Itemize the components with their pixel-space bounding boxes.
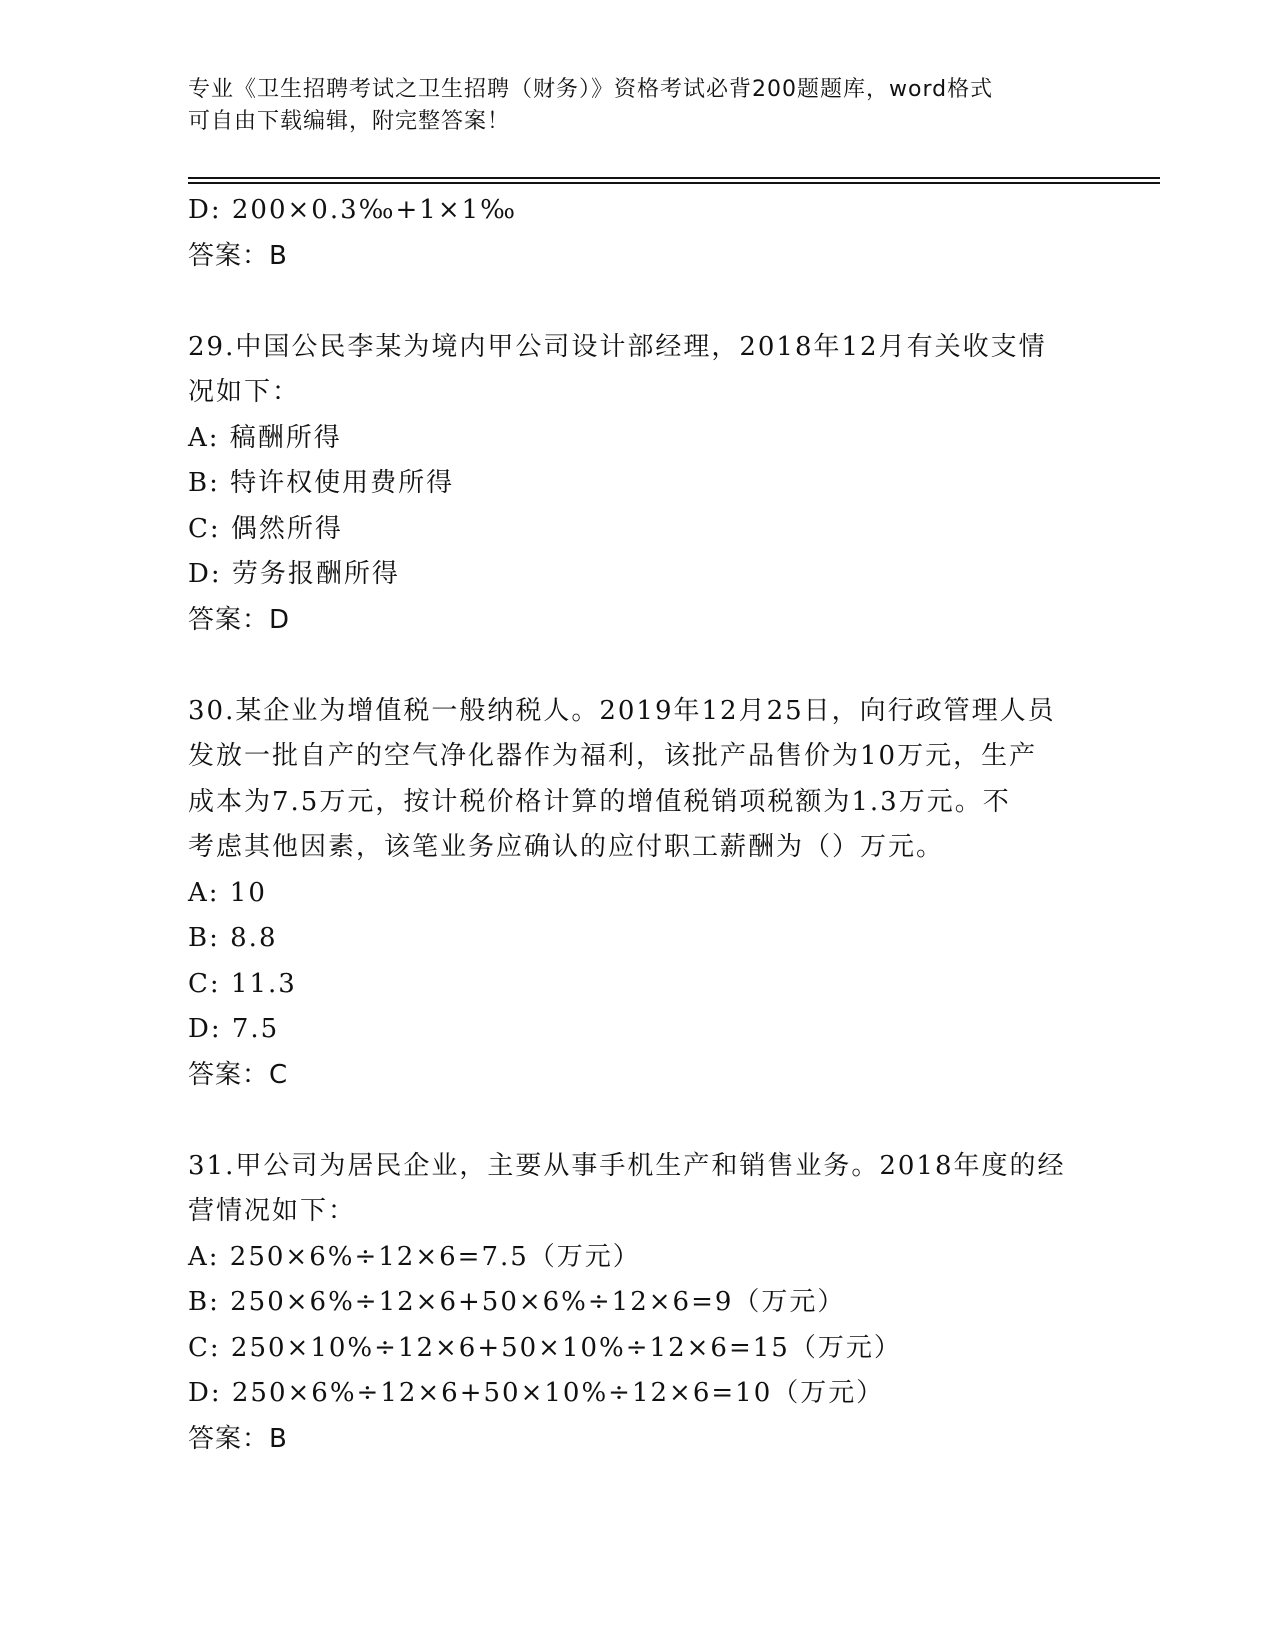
header-divider-top xyxy=(188,177,1160,179)
q30-option-a: A: 10 xyxy=(188,877,267,908)
q31-option-c: C: 250×10%÷12×6+50×10%÷12×6=15（万元） xyxy=(188,1332,902,1363)
q29-stem-line-1: 29.中国公民李某为境内甲公司设计部经理，2018年12月有关收支情 xyxy=(188,331,1047,362)
prev-answer: 答案：B xyxy=(188,240,288,271)
q29-option-c: C: 偶然所得 xyxy=(188,513,343,544)
header-divider-bottom xyxy=(188,182,1160,184)
question-content xyxy=(188,188,1088,1462)
q30-stem-line-2: 发放一批自产的空气净化器作为福利，该批产品售价为10万元，生产 xyxy=(188,741,1038,771)
q31-option-d: D: 250×6%÷12×6+50×10%÷12×6=10（万元） xyxy=(188,1378,885,1408)
question-31 xyxy=(188,1144,1088,1463)
q30-option-b: B: 8.8 xyxy=(188,923,278,953)
q29-option-a: A: 稿酬所得 xyxy=(188,422,342,453)
q30-stem-line-4: 考虑其他因素，该笔业务应确认的应付职工薪酬为（）万元。 xyxy=(188,832,945,862)
q30-option-d: D: 7.5 xyxy=(188,1014,280,1044)
q30-stem-line-3: 成本为7.5万元，按计税价格计算的增值税销项税额为1.3万元。不 xyxy=(188,786,1011,817)
prev-option-d: D: 200×0.3‰+1×1‰ xyxy=(188,195,518,225)
header-line-1: 专业《卫生招聘考试之卫生招聘（财务）》资格考试必背200题题库，word格式 xyxy=(188,77,994,102)
document-header xyxy=(188,74,1068,138)
header-line-2: 可自由下载编辑，附完整答案！ xyxy=(188,109,511,134)
question-29 xyxy=(188,325,1088,644)
q29-answer: 答案：D xyxy=(188,604,291,635)
q31-option-a: A: 250×6%÷12×6=7.5（万元） xyxy=(188,1241,641,1272)
q31-option-b: B: 250×6%÷12×6+50×6%÷12×6=9（万元） xyxy=(188,1287,846,1317)
q31-stem-line-1: 31.甲公司为居民企业，主要从事手机生产和销售业务。2018年度的经 xyxy=(188,1150,1066,1181)
q29-stem-line-2: 况如下： xyxy=(188,377,301,407)
q30-option-c: C: 11.3 xyxy=(188,968,297,999)
spacer xyxy=(188,1098,1088,1144)
q30-answer: 答案：C xyxy=(188,1059,289,1090)
question-30 xyxy=(188,689,1088,1099)
q29-option-d: D: 劳务报酬所得 xyxy=(188,559,400,589)
q30-stem-line-1: 30.某企业为增值税一般纳税人。2019年12月25日，向行政管理人员 xyxy=(188,695,1056,726)
q31-answer: 答案：B xyxy=(188,1423,288,1454)
q29-option-b: B: 特许权使用费所得 xyxy=(188,468,455,498)
q31-stem-line-2: 营情况如下： xyxy=(188,1196,357,1226)
spacer xyxy=(188,279,1088,325)
spacer xyxy=(188,643,1088,689)
